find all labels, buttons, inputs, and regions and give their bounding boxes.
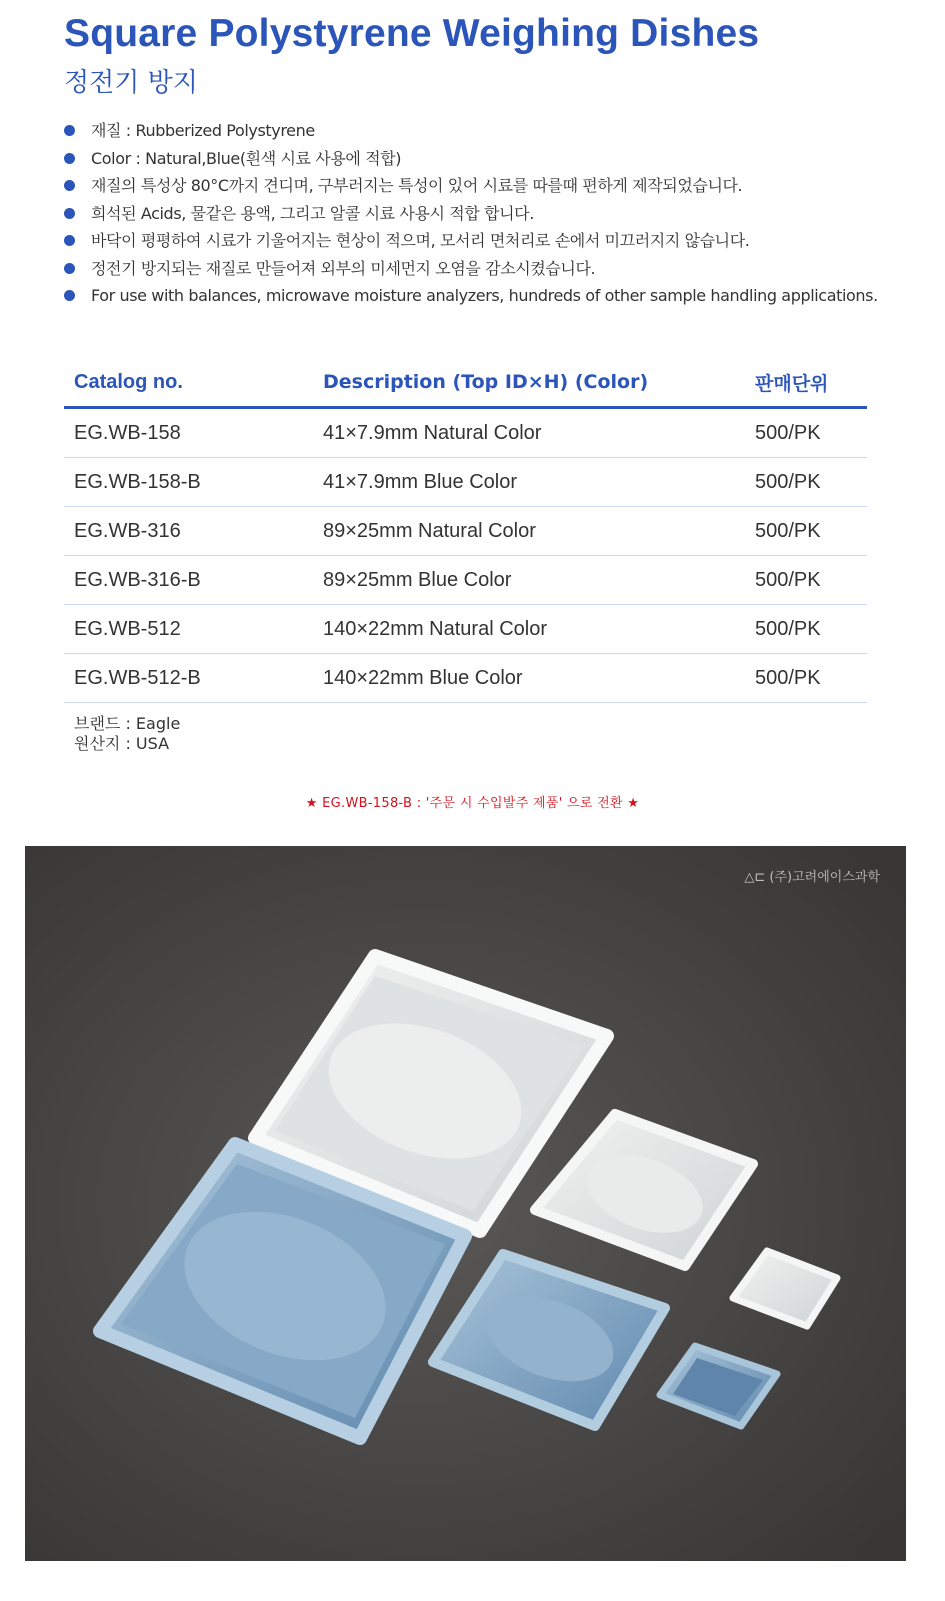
feature-text: 바닥이 평평하여 시료가 기울어지는 현상이 적으며, 모서리 면처리로 손에서 미끄러지지 않습니다. — [91, 231, 750, 250]
origin-text: 원산지 : USA — [74, 734, 170, 753]
feature-text: Color : Natural,Blue(흰색 시료 사용에 적합) — [91, 148, 402, 168]
feature-item — [64, 145, 878, 173]
bullet-icon — [64, 235, 75, 246]
cell-description: 140×22mm Blue Color — [323, 666, 523, 689]
cell-description: 89×25mm Natural Color — [323, 519, 536, 542]
cell-description: 140×22mm Natural Color — [323, 617, 547, 640]
table-row — [64, 654, 867, 703]
bullet-icon — [64, 290, 75, 301]
weighing-dishes-image — [25, 846, 906, 1561]
company-logo-icon: △⊏ — [744, 870, 770, 885]
watermark-text: (주)고려에이스과학 — [769, 870, 880, 885]
feature-text: 희석된 Acids, 물같은 용액, 그리고 알콜 시료 사용시 적합 합니다. — [91, 203, 534, 223]
feature-item — [64, 200, 878, 228]
company-watermark — [744, 866, 880, 885]
cell-description: 41×7.9mm Blue Color — [323, 470, 517, 493]
cell-sales-unit: 500/PK — [755, 519, 821, 542]
feature-text: 재질 : Rubberized Polystyrene — [91, 121, 315, 140]
feature-text: 정전기 방지되는 재질로 만들어져 외부의 미세먼지 오염을 감소시켰습니다. — [91, 258, 596, 278]
bullet-icon — [64, 180, 75, 191]
cell-catalog-no: EG.WB-316 — [74, 519, 181, 542]
header-catalog-no: Catalog no. — [74, 370, 183, 393]
cell-sales-unit: 500/PK — [755, 568, 821, 591]
table-row — [64, 556, 867, 605]
cell-catalog-no: EG.WB-316-B — [74, 568, 201, 591]
feature-item — [64, 282, 878, 310]
feature-item — [64, 227, 878, 255]
feature-item — [64, 255, 878, 283]
brand-text: 브랜드 : Eagle — [74, 714, 181, 733]
order-notice: ★ EG.WB-158-B : '주문 시 수입발주 제품' 으로 전환 ★ — [305, 796, 640, 811]
header-sales-unit: 판매단위 — [755, 372, 829, 395]
catalog-table — [64, 358, 867, 703]
cell-sales-unit: 500/PK — [755, 617, 821, 640]
cell-catalog-no: EG.WB-512 — [74, 617, 181, 640]
table-row — [64, 507, 867, 556]
feature-text: 재질의 특성상 80°C까지 견디며, 구부러지는 특성이 있어 시료를 따를때 편하게 제작되었습니다. — [91, 176, 743, 195]
bullet-icon — [64, 263, 75, 274]
cell-description: 41×7.9mm Natural Color — [323, 421, 542, 444]
feature-item — [64, 117, 878, 145]
feature-text: For use with balances, microwave moisture analyzers, hundreds of other sample handling applications. — [91, 286, 878, 305]
bullet-icon — [64, 208, 75, 219]
table-row — [64, 409, 867, 458]
cell-sales-unit: 500/PK — [755, 666, 821, 689]
header-description: Description (Top ID×H) (Color) — [323, 371, 649, 393]
table-row — [64, 458, 867, 507]
cell-catalog-no: EG.WB-158 — [74, 421, 181, 444]
product-meta — [74, 714, 180, 754]
table-header — [64, 358, 867, 409]
page-subtitle: 정전기 방지 — [64, 68, 198, 98]
product-photo — [25, 846, 906, 1561]
cell-catalog-no: EG.WB-512-B — [74, 666, 201, 689]
cell-description: 89×25mm Blue Color — [323, 568, 512, 591]
bullet-icon — [64, 153, 75, 164]
table-row — [64, 605, 867, 654]
cell-sales-unit: 500/PK — [755, 470, 821, 493]
bullet-icon — [64, 125, 75, 136]
page-title: Square Polystyrene Weighing Dishes — [64, 12, 760, 55]
feature-item — [64, 172, 878, 200]
cell-sales-unit: 500/PK — [755, 421, 821, 444]
cell-catalog-no: EG.WB-158-B — [74, 470, 201, 493]
feature-list — [64, 117, 878, 310]
